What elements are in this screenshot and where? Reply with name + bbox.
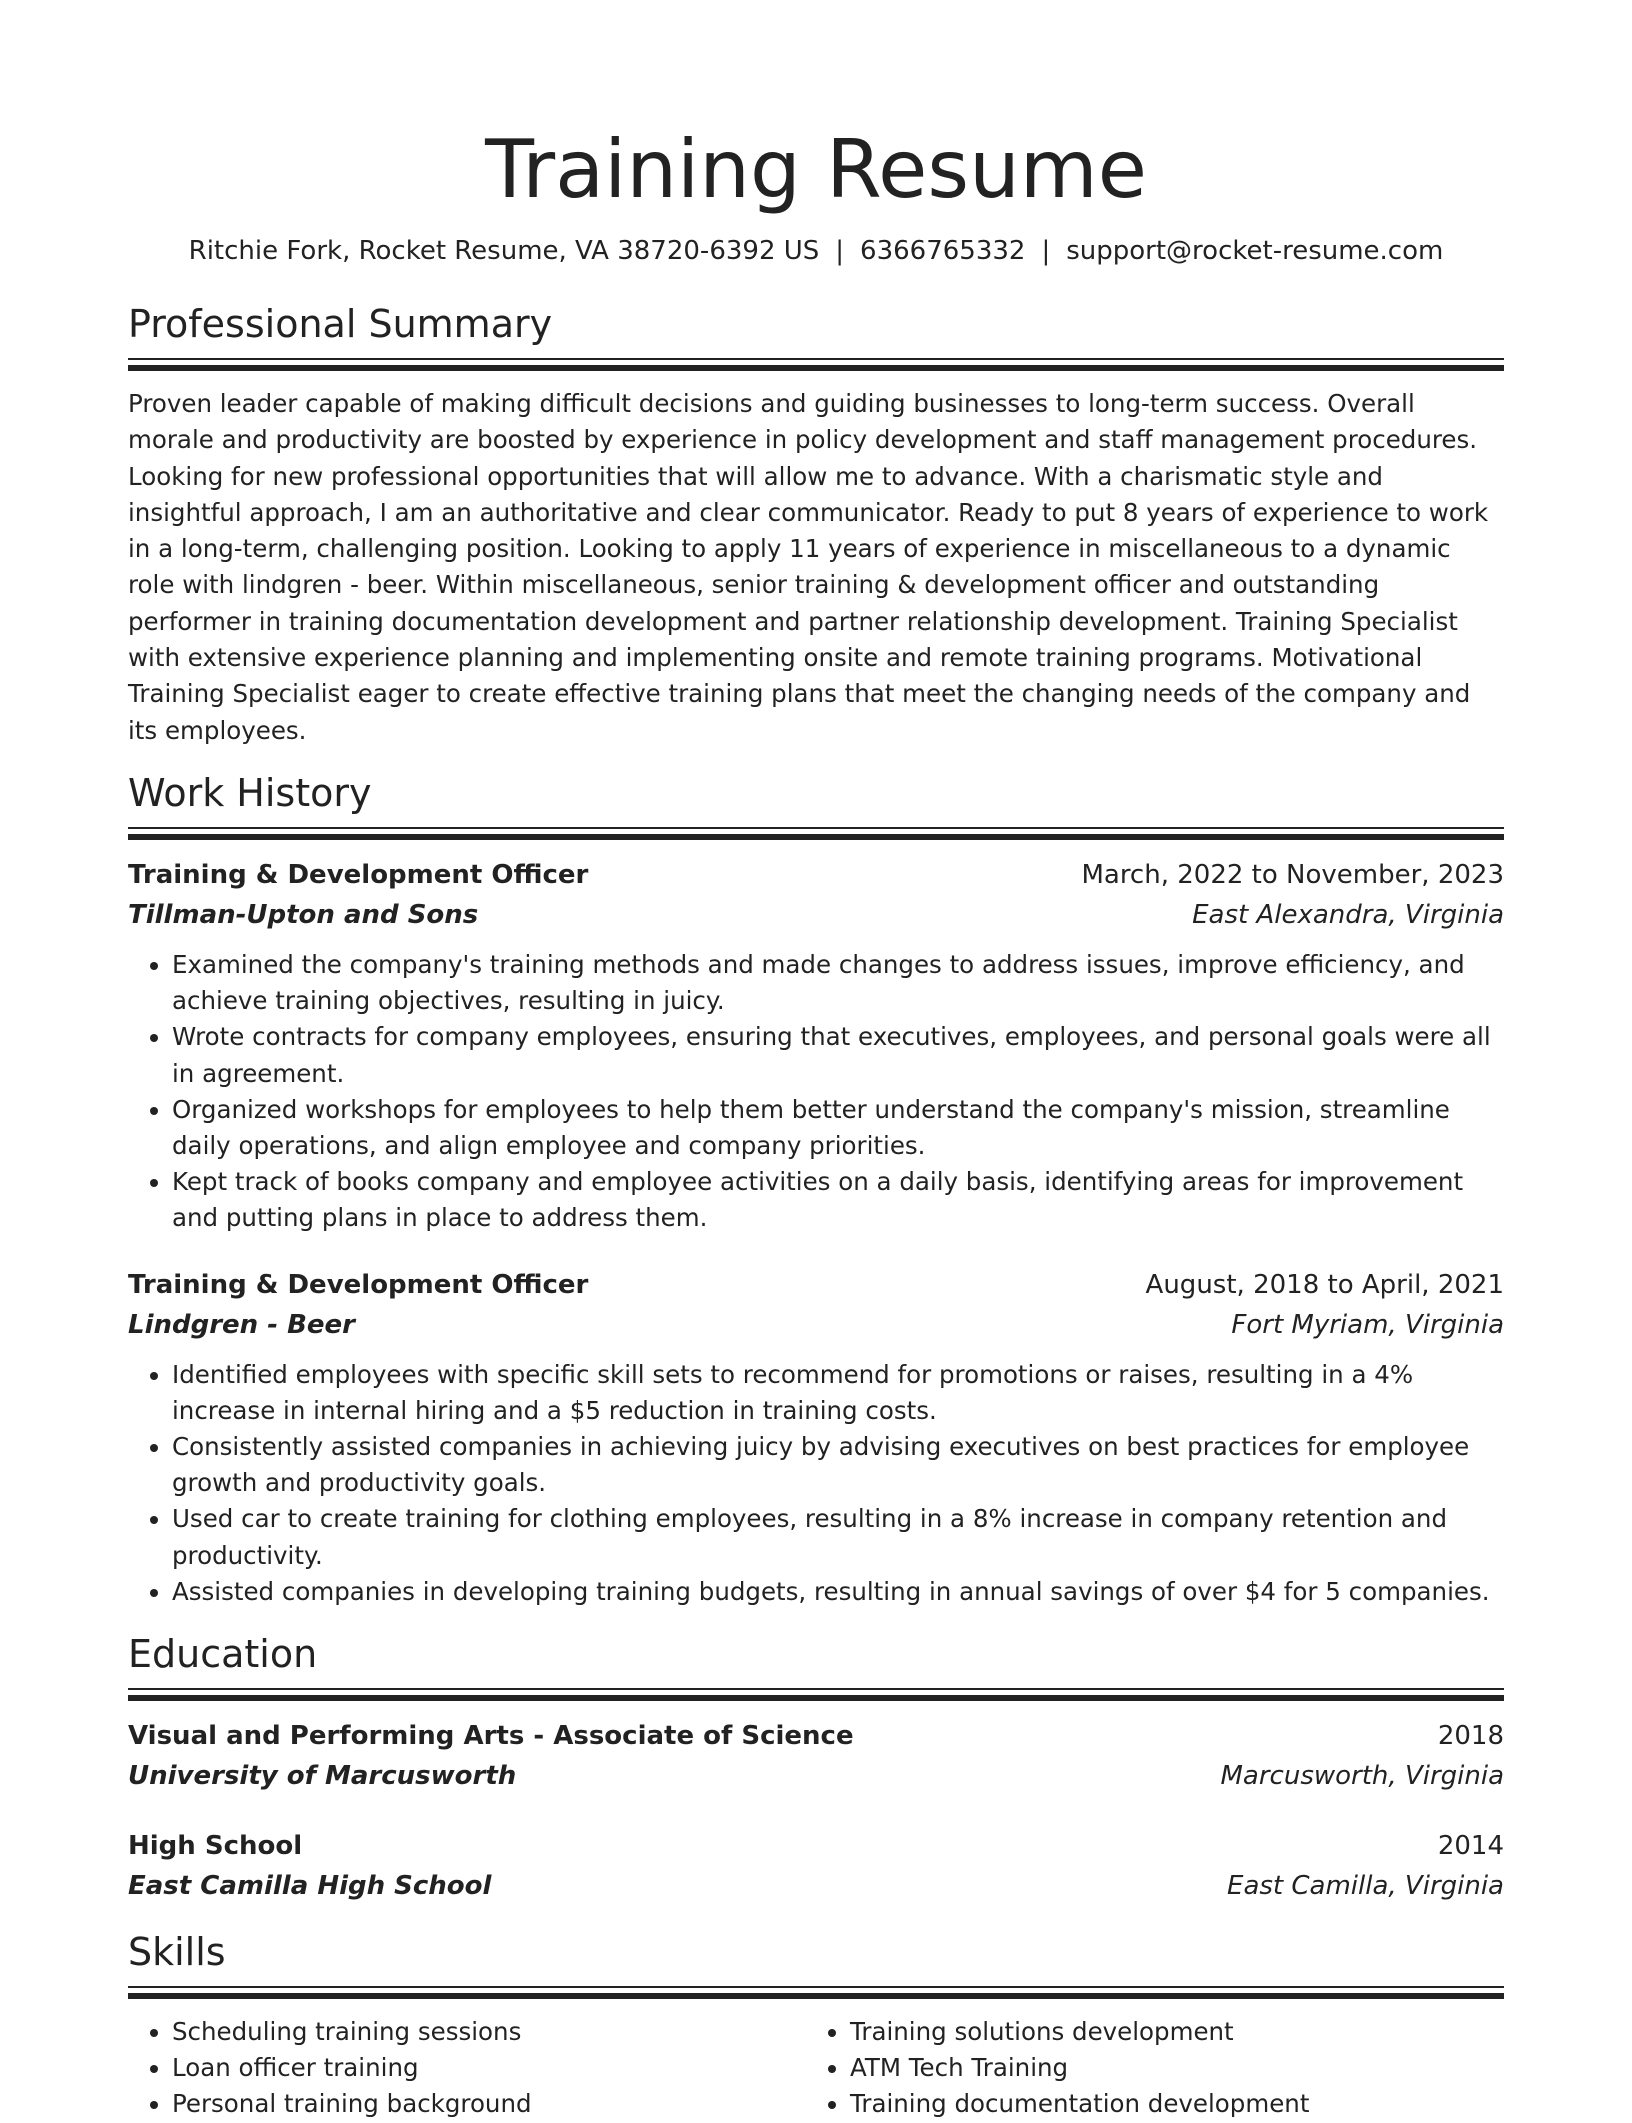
skills-columns [128,2014,1504,2123]
section-heading-work-history: Work History [128,770,372,815]
education-entry [128,1716,1504,1796]
education-header-row [128,1716,1504,1756]
work-history-section [128,769,1504,1610]
job-dates: March, 2022 to November, 2023 [1081,859,1504,890]
education-location: Marcusworth, Virginia [1220,1761,1504,1792]
job-dates: August, 2018 to April, 2021 [1145,1269,1504,1300]
job-company-row [128,1305,1504,1345]
skill-item: • Scheduling training sessions [172,2014,806,2050]
contact-separator: | [835,236,845,266]
section-divider [128,827,1504,841]
summary-section [128,300,1504,749]
education-year: 2018 [1437,1721,1504,1752]
contact-phone: 6366765332 [860,236,1026,266]
job-bullet: • Used car to create training for clothing employees, resulting in a 8% increase in company retention and productivity. [172,1501,1504,1573]
section-heading-summary: Professional Summary [128,302,553,346]
education-section [128,1630,1504,1906]
education-entry [128,1826,1504,1906]
job-bullet: • Kept track of books company and employee activities on a daily basis, identifying areas for improvement and putting plans in place to address them. [172,1164,1504,1236]
job-company: Lindgren - Beer [128,1309,355,1340]
job-bullets [128,1357,1504,1610]
job-bullet: • Consistently assisted companies in achieving juicy by advising executives on best practices for employee growth and productivity goals. [172,1429,1504,1501]
education-school: University of Marcusworth [128,1761,517,1792]
job-title: Training & Development Officer [128,1269,589,1300]
section-divider [128,358,1504,372]
job-bullets [128,947,1504,1237]
skills-list-right [806,2014,1484,2123]
education-school-row [128,1866,1504,1906]
job-bullet: • Wrote contracts for company employees, ensuring that executives, employees, and personal goals were all in agreement. [172,1019,1504,1091]
education-degree: High School [128,1831,303,1862]
resume-page [128,0,1504,2123]
contact-line [128,234,1504,268]
skill-item: • Training solutions development [850,2014,1484,2050]
skills-section [128,1928,1504,2123]
contact-separator: | [1041,236,1051,266]
skill-item: • Loan officer training [172,2050,806,2086]
summary-text: Proven leader capable of making difficult decisions and guiding businesses to long-term success. Overall morale and productivity are boosted by experience in policy development and staff management procedures. Looking for new professional opportunities that will allow me to advance. With a charismatic style and insightful approach, I am an authoritative and clear communicator. Ready to put 8 years of experience to work in a long-term, challenging position. Looking to apply 11 years of experience in miscellaneous to a dynamic role with lindgren - beer. Within miscellaneous, senior training & development officer and outstanding performer in training documentation development and partner relationship development. Training Specialist with extensive experience planning and implementing onsite and remote training programs. Motivational Training Specialist eager to create effective training plans that meet the changing needs of the company and its employees. [128,389,1489,745]
job-company-row [128,895,1504,935]
job-header-row [128,855,1504,895]
job-entry [128,1265,1504,1610]
skills-list-left [128,2014,806,2123]
resume-title: Training Resume [485,123,1147,216]
contact-email[interactable]: support@rocket-resume.com [1066,236,1444,266]
job-title: Training & Development Officer [128,859,589,890]
job-location: East Alexandra, Virginia [1192,899,1504,930]
section-divider [128,1986,1504,2000]
job-header-row [128,1265,1504,1305]
section-heading-education: Education [128,1632,318,1677]
skill-item: • Training documentation development [850,2086,1484,2122]
education-degree: Visual and Performing Arts - Associate of Science [128,1721,854,1752]
job-bullet: • Organized workshops for employees to help them better understand the company's mission, streamline daily operations, and align employee and company priorities. [172,1092,1504,1164]
job-entry [128,855,1504,1237]
education-location: East Camilla, Virginia [1227,1871,1504,1902]
education-school: East Camilla High School [128,1871,492,1902]
job-bullet: • Assisted companies in developing training budgets, resulting in annual savings of over $4 for 5 companies. [172,1574,1504,1610]
job-bullet: • Examined the company's training methods and made changes to address issues, improve efficiency, and achieve training objectives, resulting in juicy. [172,947,1504,1019]
section-divider [128,1688,1504,1702]
education-school-row [128,1756,1504,1796]
skill-item: • Personal training background [172,2086,806,2122]
contact-address: Ritchie Fork, Rocket Resume, VA 38720-6392 US [188,236,820,266]
job-location: Fort Myriam, Virginia [1231,1309,1504,1340]
job-bullet: • Identified employees with specific skill sets to recommend for promotions or raises, resulting in a 4% increase in internal hiring and a $5 reduction in training costs. [172,1357,1504,1429]
education-header-row [128,1826,1504,1866]
job-company: Tillman-Upton and Sons [128,899,479,930]
skill-item: • ATM Tech Training [850,2050,1484,2086]
section-heading-skills: Skills [128,1930,226,1975]
education-year: 2014 [1437,1831,1504,1862]
